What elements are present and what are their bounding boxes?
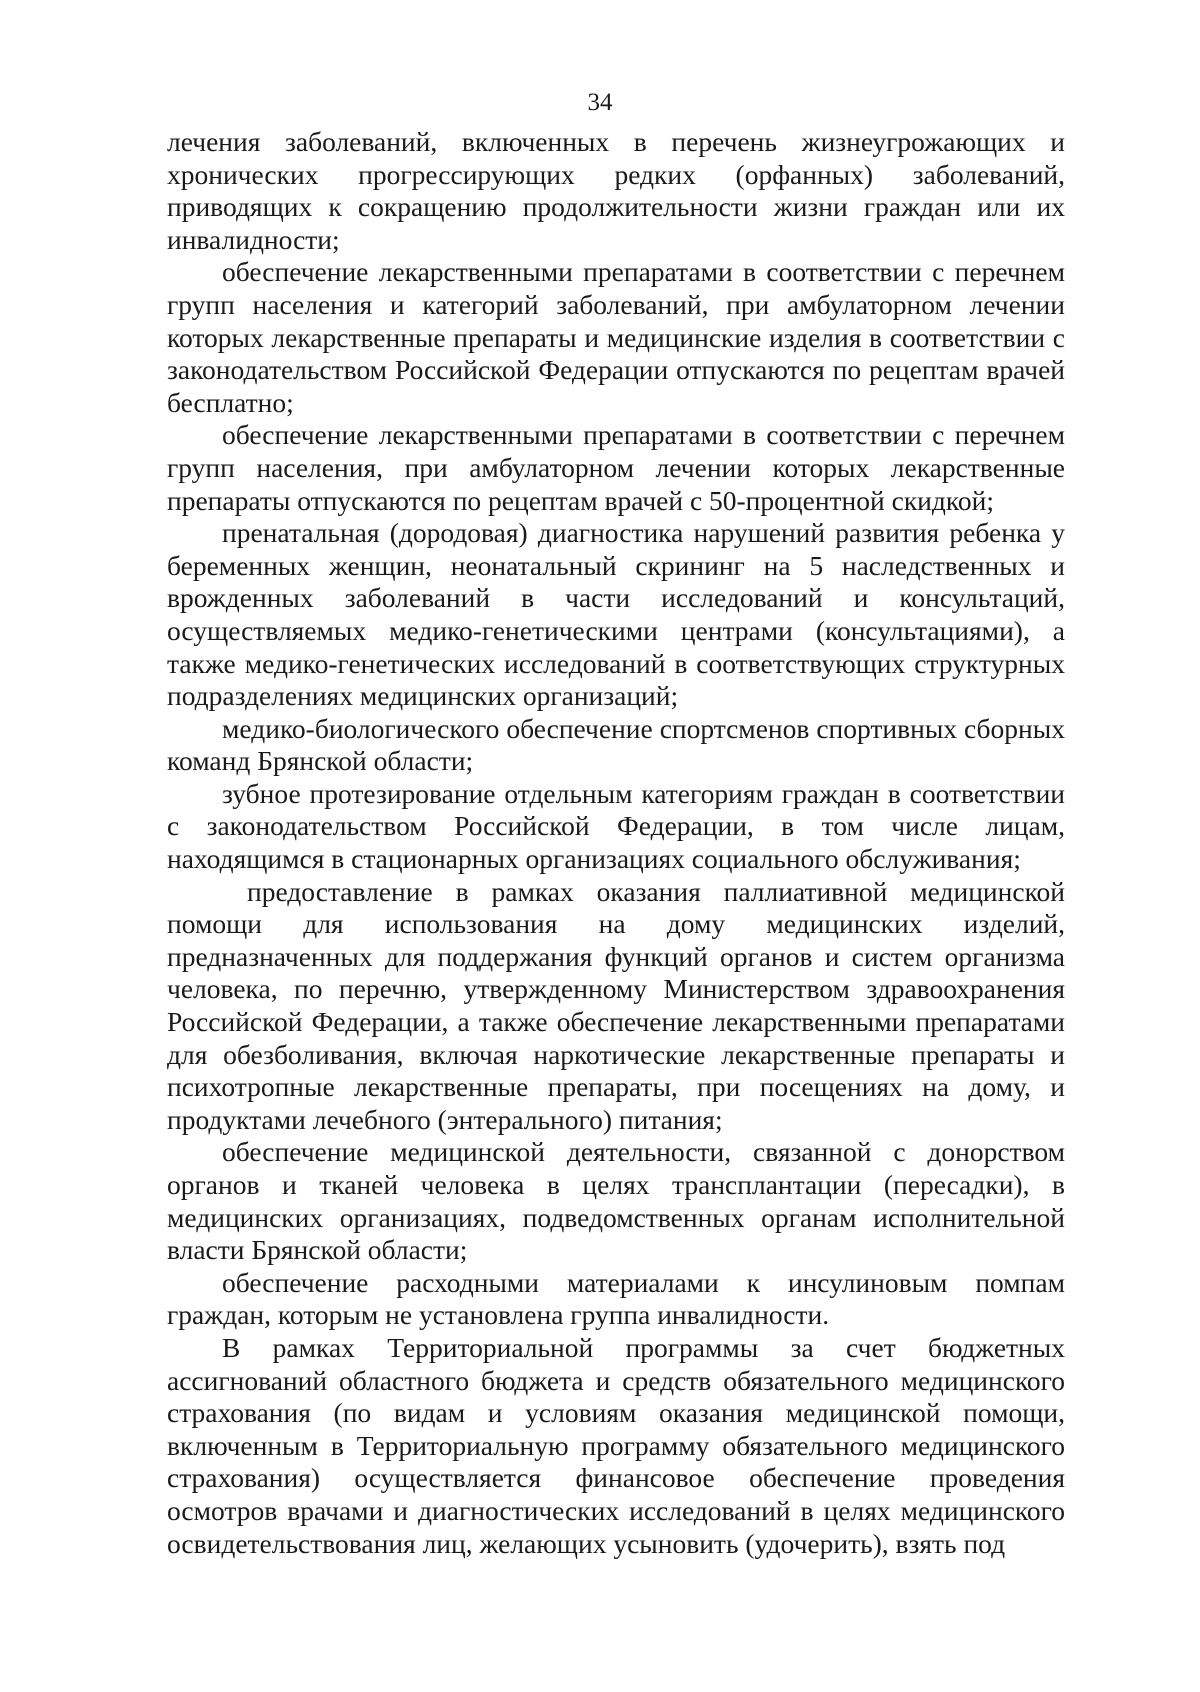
paragraph-6: зубное протезирование отдельным категориям граждан в соответствии с законодательством Российской Федерации, в том числе лицам, находящимся в стационарных организациях социального обслуживания; [167,777,1065,875]
paragraph-1: лечения заболеваний, включенных в перечень жизнеугрожающих и хронических прогрессирующих редких (орфанных) заболеваний, приводящих к сокращению продолжительности жизни граждан или их инвалидности; [167,126,1065,255]
document-body [167,126,1065,1560]
paragraph-9: обеспечение расходными материалами к инсулиновым помпам граждан, которым не установлена группа инвалидности. [167,1266,1065,1331]
paragraph-8: обеспечение медицинской деятельности, связанной с донорством органов и тканей человека в целях трансплантации (пересадки), в медицинских организациях, подведомственных органам исполнительной власти Брянской области; [167,1136,1065,1266]
paragraph-10: В рамках Территориальной программы за счет бюджетных ассигнований областного бюджета и средств обязательного медицинского страхования (по видам и условиям оказания медицинской помощи, включенным в Территориальную программу обязательного медицинского страхования) осуществляется финансовое обеспечение проведения осмотров врачами и диагностических исследований в целях медицинского освидетельствования лиц, желающих усыновить (удочерить), взять под [167,1331,1065,1559]
paragraph-2: обеспечение лекарственными препаратами в соответствии с перечнем групп населения и категорий заболеваний, при амбулаторном лечении которых лекарственные препараты и медицинские изделия в соответствии с законодательством Российской Федерации отпускаются по рецептам врачей бесплатно; [167,256,1065,418]
paragraph-5: медико-биологического обеспечение спортсменов спортивных сборных команд Брянской области; [167,712,1065,777]
paragraph-3: обеспечение лекарственными препаратами в соответствии с перечнем групп населения, при амбулаторном лечении которых лекарственные препараты отпускаются по рецептам врачей с 50-процентной скидкой; [167,419,1065,516]
paragraph-4: пренатальная (дородовая) диагностика нарушений развития ребенка у беременных женщин, неонатальный скрининг на 5 наследственных и врожденных заболеваний в части исследований и консультаций, осуществляемых медико-генетическими центрами (консультациями), а также медико-генетических исследований в соответствующих структурных подразделениях медицинских организаций; [167,517,1065,712]
page-number: 34 [587,89,613,116]
paragraph-7: предоставление в рамках оказания паллиативной медицинской помощи для использования на дому медицинских изделий, предназначенных для поддержания функций органов и систем организма человека, по перечню, утвержденному Министерством здравоохранения Российской Федерации, а также обеспечение лекарственными препаратами для обезболивания, включая наркотические лекарственные препараты и психотропные лекарственные препараты, при посещениях на дому, и продуктами лечебного (энтерального) питания; [167,875,1065,1135]
